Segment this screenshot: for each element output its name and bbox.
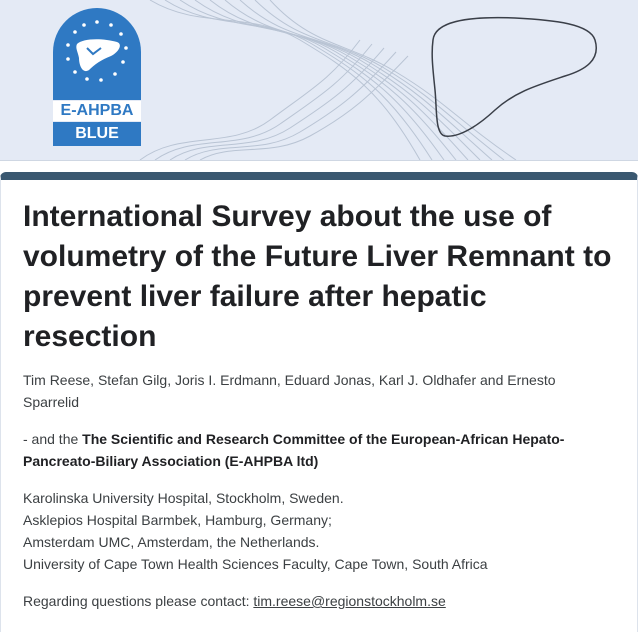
liver-outline-icon bbox=[425, 10, 605, 150]
affiliation-item: Asklepios Hospital Barmbek, Hamburg, Germany; bbox=[23, 512, 332, 528]
affiliation-item: Karolinska University Hospital, Stockholm, Sweden. bbox=[23, 490, 344, 506]
logo-emblem bbox=[53, 8, 141, 100]
e-ahpba-blue-logo bbox=[53, 8, 141, 140]
affiliations-list bbox=[23, 487, 613, 575]
contact-line bbox=[23, 590, 613, 612]
contact-label: Regarding questions please contact: bbox=[23, 593, 254, 609]
header-divider bbox=[0, 160, 638, 161]
authors-text: Tim Reese, Stefan Gilg, Joris I. Erdmann, Eduard Jonas, Karl J. Oldhafer and Ernesto Sparrelid bbox=[23, 372, 556, 410]
form-title: International Survey about the use of volumetry of the Future Liver Remnant to prevent liver failure after hepatic resection bbox=[23, 200, 612, 353]
logo-sub-text: BLUE bbox=[53, 122, 141, 146]
contact-email-link[interactable]: tim.reese@regionstockholm.se bbox=[253, 593, 446, 609]
affiliation-item: Amsterdam UMC, Amsterdam, the Netherlands. bbox=[23, 534, 320, 550]
affiliation-item: University of Cape Town Health Sciences Faculty, Cape Town, South Africa bbox=[23, 556, 488, 572]
committee-name: The Scientific and Research Committee of the European-African Hepato-Pancreato-Biliary Association (E-AHPBA ltd) bbox=[23, 431, 565, 469]
liver-stars-icon bbox=[53, 8, 141, 100]
committee-text bbox=[23, 428, 613, 472]
committee-prefix: - and the bbox=[23, 431, 83, 447]
logo-name-text: E-AHPBA bbox=[53, 101, 141, 121]
